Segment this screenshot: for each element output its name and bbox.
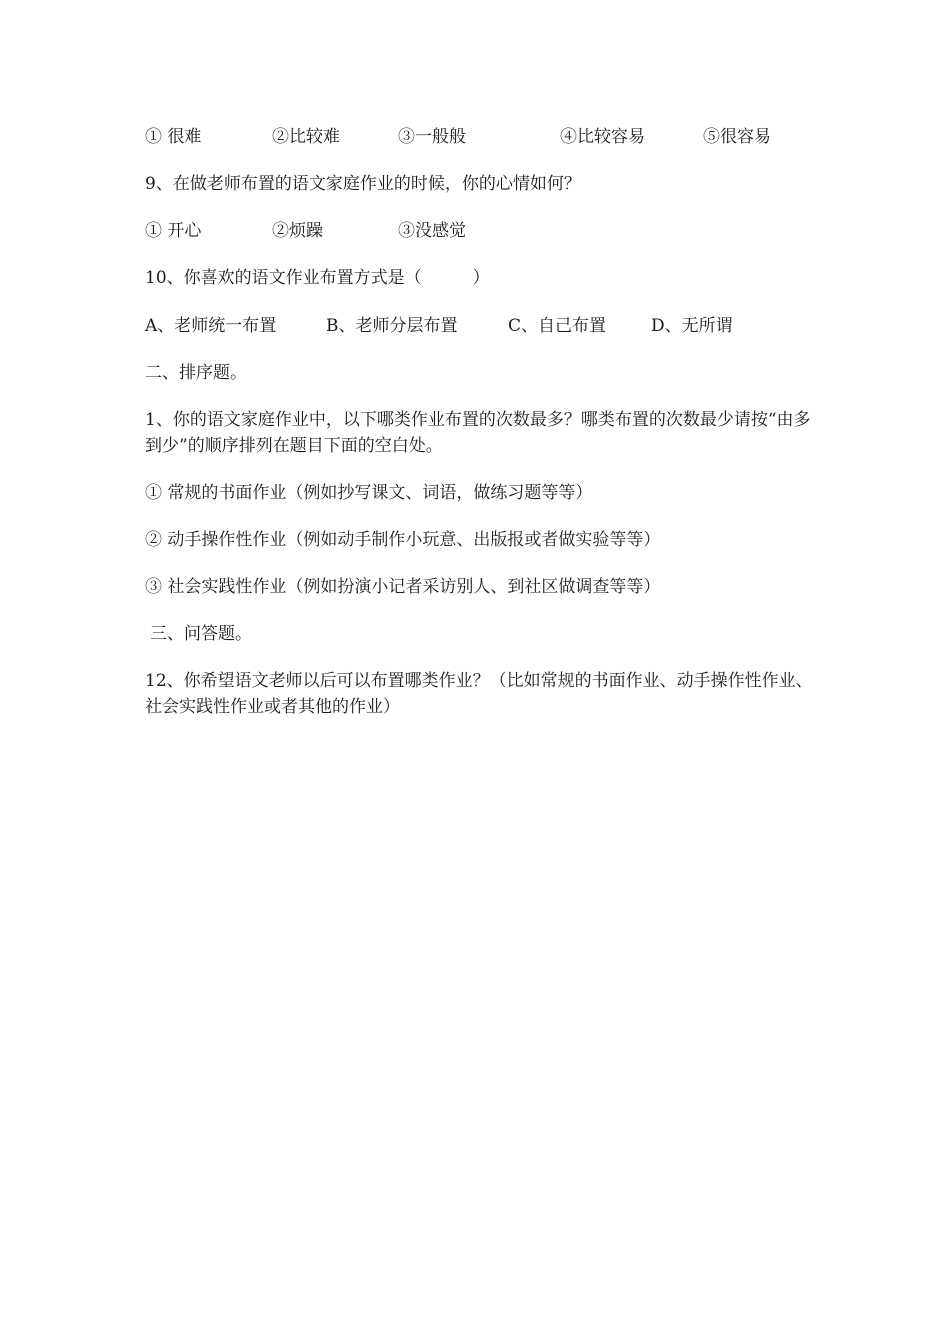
q8-option-2: ②比较难	[272, 127, 340, 147]
q9-question: 9、在做老师布置的语文家庭作业的时候，你的心情如何？	[145, 174, 581, 194]
q10-option-b: B、老师分层布置	[326, 316, 458, 336]
section2-item-2: ② 动手操作性作业（例如动手制作小玩意、出版报或者做实验等等）	[145, 530, 661, 550]
q8-option-5: ⑤很容易	[703, 127, 771, 147]
q8-option-3: ③一般般	[398, 127, 466, 147]
q10-option-d: D、无所谓	[651, 316, 733, 336]
section3-heading: 三、问答题。	[150, 624, 252, 644]
section2-item-3: ③ 社会实践性作业（例如扮演小记者采访别人、到社区做调查等等）	[145, 577, 661, 597]
q8-option-1: ① 很难	[145, 127, 202, 147]
section3-q12: 12、你希望语文老师以后可以布置哪类作业？（比如常规的书面作业、动手操作性作业、社会实践性作业或者其他的作业）	[145, 671, 813, 717]
section2-q1: 1、你的语文家庭作业中，以下哪类作业布置的次数最多？哪类布置的次数最少请按“由多到少”的顺序排列在题目下面的空白处。	[145, 410, 811, 456]
q9-option-2: ②烦躁	[272, 221, 323, 241]
q10-option-a: A、老师统一布置	[145, 316, 277, 336]
q8-option-4: ④比较容易	[560, 127, 645, 147]
q10-option-c: C、自己布置	[508, 316, 607, 336]
q10-question: 10、你喜欢的语文作业布置方式是（ ）	[145, 268, 490, 288]
q9-option-3: ③没感觉	[398, 221, 466, 241]
section2-item-1: ① 常规的书面作业（例如抄写课文、词语，做练习题等等）	[145, 483, 593, 503]
q9-option-1: ① 开心	[145, 221, 202, 241]
section2-heading: 二、排序题。	[145, 363, 247, 383]
